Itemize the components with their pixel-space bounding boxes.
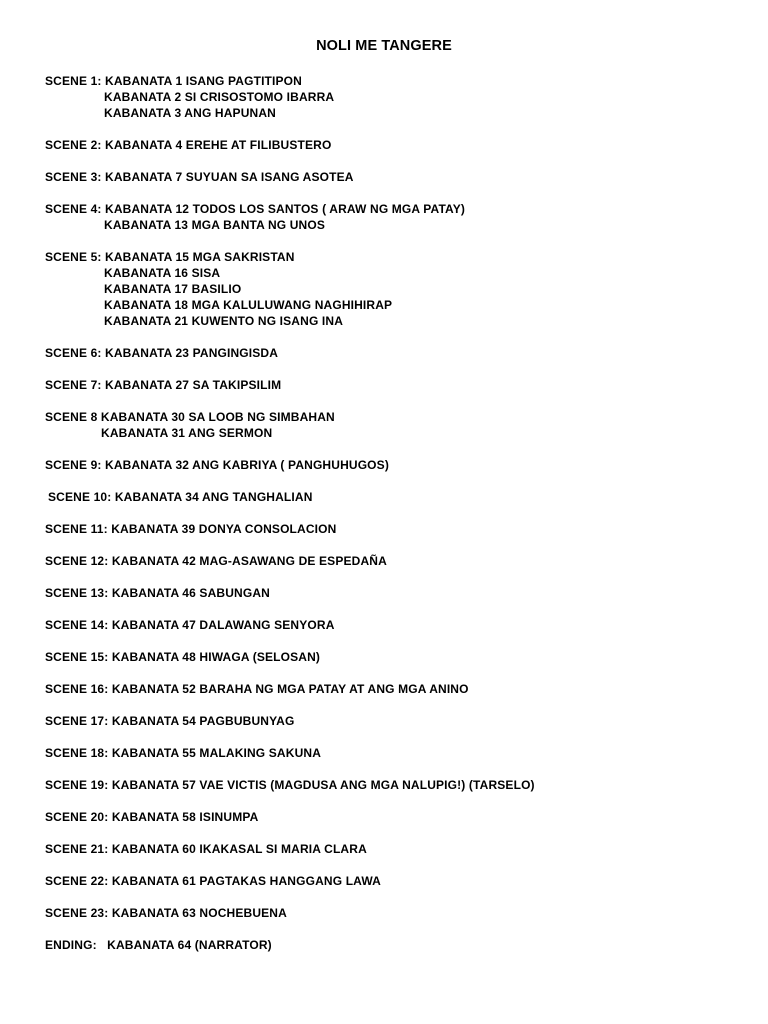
ending-line: ENDING: KABANATA 64 (NARRATOR) bbox=[45, 938, 272, 952]
scene-line: SCENE 11: KABANATA 39 DONYA CONSOLACION bbox=[45, 522, 337, 536]
chapter-line: KABANATA 21 KUWENTO NG ISANG INA bbox=[104, 314, 344, 328]
page-title: NOLI ME TANGERE bbox=[316, 38, 452, 54]
scene-line: SCENE 22: KABANATA 61 PAGTAKAS HANGGANG LAWA bbox=[45, 874, 381, 888]
scene-line: SCENE 7: KABANATA 27 SA TAKIPSILIM bbox=[45, 378, 282, 392]
scene-line: SCENE 21: KABANATA 60 IKAKASAL SI MARIA CLARA bbox=[45, 842, 367, 856]
scene-line: SCENE 23: KABANATA 63 NOCHEBUENA bbox=[45, 906, 287, 920]
chapter-line: KABANATA 16 SISA bbox=[104, 266, 221, 280]
scene-line: SCENE 1: KABANATA 1 ISANG PAGTITIPON bbox=[45, 74, 302, 88]
scene-line: SCENE 18: KABANATA 55 MALAKING SAKUNA bbox=[45, 746, 322, 760]
scene-line: SCENE 17: KABANATA 54 PAGBUBUNYAG bbox=[45, 714, 295, 728]
chapter-line: KABANATA 3 ANG HAPUNAN bbox=[104, 106, 276, 120]
scene-line: SCENE 10: KABANATA 34 ANG TANGHALIAN bbox=[48, 490, 313, 504]
scene-line: SCENE 3: KABANATA 7 SUYUAN SA ISANG ASOTEA bbox=[45, 170, 354, 184]
scene-line: SCENE 16: KABANATA 52 BARAHA NG MGA PATAY AT ANG MGA ANINO bbox=[45, 682, 469, 696]
scene-line: SCENE 12: KABANATA 42 MAG-ASAWANG DE ESPEDAÑA bbox=[45, 554, 387, 568]
scene-line: SCENE 2: KABANATA 4 EREHE AT FILIBUSTERO bbox=[45, 138, 332, 152]
scene-line: SCENE 19: KABANATA 57 VAE VICTIS (MAGDUSA ANG MGA NALUPIG!) (TARSELO) bbox=[45, 778, 535, 792]
scene-line: SCENE 14: KABANATA 47 DALAWANG SENYORA bbox=[45, 618, 335, 632]
chapter-line: KABANATA 17 BASILIO bbox=[104, 282, 242, 296]
scene-line: SCENE 6: KABANATA 23 PANGINGISDA bbox=[45, 346, 279, 360]
chapter-line: KABANATA 31 ANG SERMON bbox=[101, 426, 273, 440]
scene-line: SCENE 15: KABANATA 48 HIWAGA (SELOSAN) bbox=[45, 650, 321, 664]
chapter-line: KABANATA 18 MGA KALULUWANG NAGHIHIRAP bbox=[104, 298, 393, 312]
chapter-line: KABANATA 13 MGA BANTA NG UNOS bbox=[104, 218, 326, 232]
scene-line: SCENE 13: KABANATA 46 SABUNGAN bbox=[45, 586, 270, 600]
scene-line: SCENE 5: KABANATA 15 MGA SAKRISTAN bbox=[45, 250, 295, 264]
scene-line: SCENE 9: KABANATA 32 ANG KABRIYA ( PANGHUHUGOS) bbox=[45, 458, 389, 472]
scene-line: SCENE 4: KABANATA 12 TODOS LOS SANTOS ( ARAW NG MGA PATAY) bbox=[45, 202, 466, 216]
chapter-line: KABANATA 2 SI CRISOSTOMO IBARRA bbox=[104, 90, 335, 104]
scene-line: SCENE 8 KABANATA 30 SA LOOB NG SIMBAHAN bbox=[45, 410, 335, 424]
scene-line: SCENE 20: KABANATA 58 ISINUMPA bbox=[45, 810, 259, 824]
